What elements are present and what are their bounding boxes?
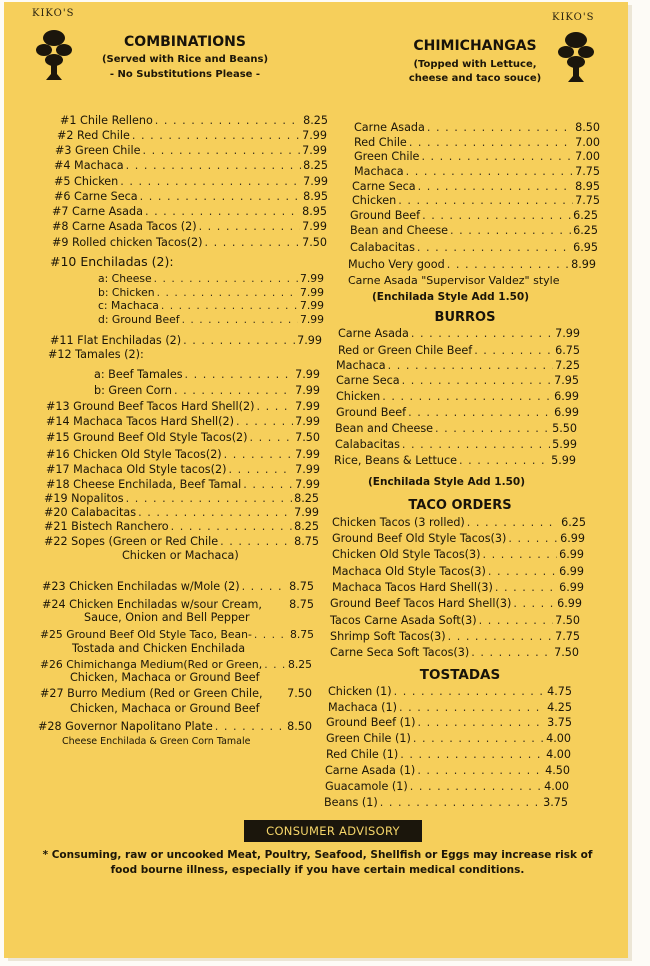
enchilada-note: (Enchilada Style Add 1.50) — [368, 476, 526, 488]
menu-item-detail: Sauce, Onion and Bell Pepper — [84, 611, 250, 624]
menu-item: b: Green Corn . . . 7.99 — [94, 384, 320, 398]
enchilada-note: (Enchilada Style Add 1.50) — [372, 291, 530, 303]
menu-item: Bean and Cheese . . . 5.50 — [335, 422, 577, 436]
chimichangas-title: CHIMICHANGAS — [413, 38, 537, 54]
menu-item: #17 Machaca Old Style tacos(2) . . . 7.99 — [46, 463, 320, 477]
menu-item: Chicken Old Style Tacos(3) . . . 6.99 — [332, 548, 584, 562]
tree-logo-icon — [34, 26, 74, 82]
menu-item: #1 Chile Relleno . . . 8.25 — [60, 114, 328, 128]
menu-item: Ground Beef . . . 6.99 — [336, 406, 579, 420]
menu-item: #20 Calabacitas . . . 7.99 — [44, 506, 319, 520]
menu-item: Chicken Tacos (3 rolled) . . . 6.25 — [332, 516, 586, 530]
combinations-note: - No Substitutions Please - — [109, 69, 261, 80]
menu-item: #22 Sopes (Green or Red Chile . . . 8.75 — [44, 535, 319, 549]
menu-item-detail: Chicken, Machaca or Ground Beef — [70, 671, 260, 684]
menu-item: a: Cheese . . . 7.99 — [98, 273, 324, 285]
menu-item: #2 Red Chile . . . 7.99 — [57, 129, 327, 143]
menu-item: #25 Ground Beef Old Style Taco, Bean- . . . 8.75 — [40, 628, 314, 642]
menu-item-detail: Cheese Enchilada & Green Corn Tamale — [62, 736, 251, 747]
consumer-advisory-text: * Consuming, raw or uncooked Meat, Poultry, Seafood, Shellfish or Eggs may increase risk of food bourne illness, especially if you have certain medical conditions. — [42, 849, 593, 876]
menu-item: Green Chile (1) . . . 4.00 — [326, 732, 571, 746]
menu-item: #3 Green Chile . . . 7.99 — [55, 144, 327, 158]
tostadas-title: TOSTADAS — [419, 667, 501, 683]
menu-item: Machaca (1) . . . 4.25 — [328, 701, 572, 715]
menu-item: #28 Governor Napolitano Plate . . . 8.50 — [38, 720, 312, 734]
menu-item: #14 Machaca Tacos Hard Shell(2) . . . 7.99 — [46, 415, 320, 429]
menu-item: Shrimp Soft Tacos(3) . . . 7.75 — [330, 630, 580, 644]
menu-item: Carne Asada . . . 8.50 — [354, 121, 600, 135]
menu-item: Carne Asada (1) . . . 4.50 — [325, 764, 570, 778]
menu-item: Carne Seca . . . 8.95 — [352, 180, 600, 194]
menu-item: Chicken . . . 7.75 — [352, 194, 600, 208]
logo-text: KIKO'S — [552, 12, 595, 23]
tamales-heading: #12 Tamales (2): — [48, 348, 144, 361]
menu-item: #15 Ground Beef Old Style Tacos(2) . . . 7.50 — [46, 431, 320, 445]
menu-item: Carne Seca Soft Tacos(3) . . . 7.50 — [330, 646, 579, 660]
menu-item: #7 Carne Asada . . . 8.95 — [52, 205, 327, 219]
menu-item: Mucho Very good . . . 8.99 — [348, 258, 596, 272]
menu-item: Machaca Old Style Tacos(3) . . . 6.99 — [332, 565, 584, 579]
menu-item: Red Chile . . . 7.00 — [354, 136, 600, 150]
menu-item: Green Chile . . . 7.00 — [354, 150, 600, 164]
menu-item: Calabacitas . . . 6.95 — [350, 241, 598, 255]
menu-item: Ground Beef . . . 6.25 — [350, 209, 598, 223]
menu-item: Carne Seca . . . 7.95 — [336, 374, 579, 388]
consumer-advisory-label: CONSUMER ADVISORY — [244, 820, 422, 842]
menu-item: Chicken . . . 6.99 — [336, 390, 579, 404]
menu-item: #6 Carne Seca . . . 8.95 — [54, 190, 328, 204]
menu-item: Rice, Beans & Lettuce . . . 5.99 — [334, 454, 576, 468]
menu-item: #26 Chimichanga Medium(Red or Green, . . . 8.25 — [40, 658, 312, 672]
menu-item: Red or Green Chile Beef . . . 6.75 — [338, 344, 580, 358]
menu-item-detail: Chicken or Machaca) — [122, 549, 239, 562]
menu-item: Machaca Tacos Hard Shell(3) . . . 6.99 — [332, 581, 584, 595]
menu-item: b: Chicken . . . 7.99 — [98, 287, 324, 299]
burros-title: BURROS — [434, 310, 496, 325]
menu-item: Red Chile (1) . . . 4.00 — [326, 748, 571, 762]
menu-item: Machaca . . . 7.75 — [354, 165, 600, 179]
menu-item: Tacos Carne Asada Soft(3) . . . 7.50 — [330, 614, 580, 628]
menu-item: #9 Rolled chicken Tacos(2) . . . 7.50 — [52, 236, 327, 250]
menu-item: #23 Chicken Enchiladas w/Mole (2) . . . 8.75 — [42, 580, 314, 594]
menu-item: #24 Chicken Enchiladas w/sour Cream, 8.75 — [42, 598, 314, 611]
menu-item: #16 Chicken Old Style Tacos(2) . . . 7.99 — [46, 448, 320, 462]
menu-item: Ground Beef Tacos Hard Shell(3) . . . 6.99 — [330, 597, 582, 611]
taco-orders-title: TACO ORDERS — [408, 498, 512, 513]
menu-item: a: Beef Tamales . . . 7.99 — [94, 368, 320, 382]
menu-item: #4 Machaca . . . 8.25 — [54, 159, 328, 173]
menu-item: d: Ground Beef . . . 7.99 — [98, 314, 324, 326]
menu-item: Carne Asada . . . 7.99 — [338, 327, 580, 341]
menu-item: #19 Nopalitos . . . 8.25 — [44, 492, 319, 506]
menu-item-detail: Chicken, Machaca or Ground Beef — [70, 702, 260, 715]
combinations-title: COMBINATIONS — [124, 34, 246, 50]
menu-item: #5 Chicken . . . 7.99 — [54, 175, 328, 189]
enchiladas-heading: #10 Enchiladas (2): — [50, 254, 174, 269]
menu-item: Chicken (1) . . . 4.75 — [328, 685, 572, 699]
menu-item: #8 Carne Asada Tacos (2) . . . 7.99 — [52, 220, 327, 234]
chimichangas-subtitle: (Topped with Lettuce, — [413, 59, 537, 70]
menu-item: Machaca . . . 7.25 — [336, 359, 580, 373]
combinations-subtitle: (Served with Rice and Beans) — [101, 54, 269, 65]
menu-item: Calabacitas . . . 5.99 — [335, 438, 577, 452]
menu-item: #11 Flat Enchiladas (2) . . . 7.99 — [50, 334, 322, 348]
chimichangas-subtitle: cheese and taco souce) — [408, 73, 542, 84]
menu-item: #13 Ground Beef Tacos Hard Shell(2) . . . 7.99 — [46, 400, 320, 414]
menu-item: Bean and Cheese . . . 6.25 — [350, 224, 598, 238]
menu-item: Beans (1) . . . 3.75 — [324, 796, 568, 810]
menu-item: Guacamole (1) . . . 4.00 — [325, 780, 569, 794]
menu-item: #18 Cheese Enchilada, Beef Tamal . . . 7.99 — [46, 478, 320, 492]
menu-item: Ground Beef Old Style Tacos(3) . . . 6.99 — [332, 532, 585, 546]
logo-text: KIKO'S — [32, 8, 75, 19]
menu-item: #27 Burro Medium (Red or Green Chile, 7.50 — [40, 687, 312, 700]
menu-item: c: Machaca . . . 7.99 — [98, 300, 324, 312]
supervisor-line: Carne Asada "Supervisor Valdez" style — [348, 274, 560, 287]
menu-item: #21 Bistech Ranchero . . . 8.25 — [44, 520, 319, 534]
menu-item: Ground Beef (1) . . . 3.75 — [326, 716, 572, 730]
menu-item-detail: Tostada and Chicken Enchilada — [72, 642, 246, 655]
